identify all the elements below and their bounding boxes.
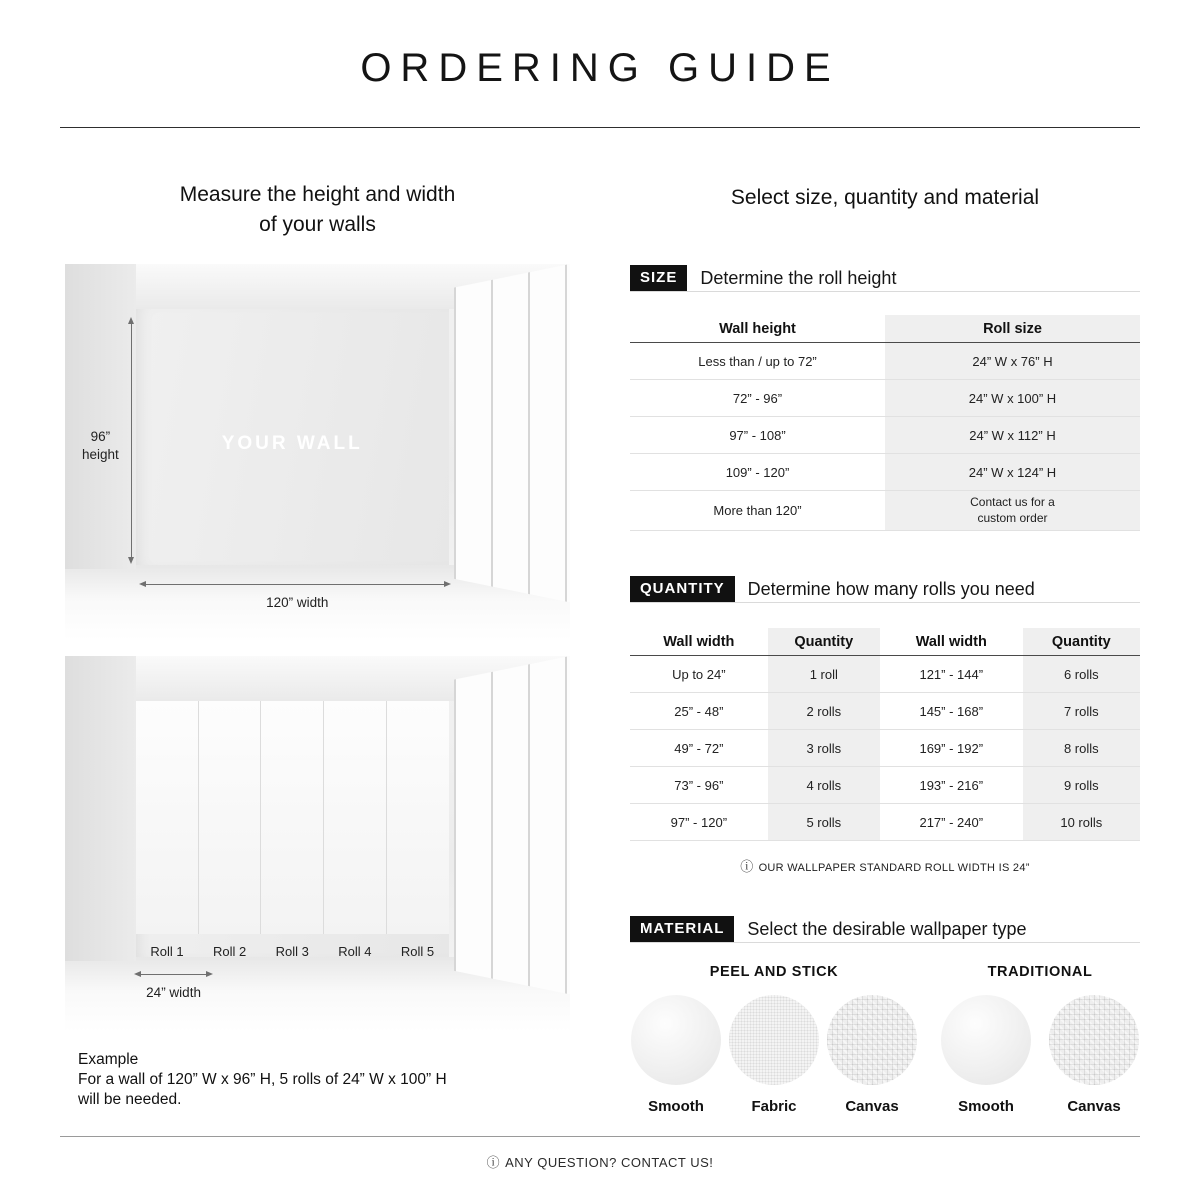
swatch-item (940, 995, 1032, 1115)
size-badge: SIZE (630, 265, 687, 291)
roll-labels-row (136, 944, 449, 959)
info-icon: ⓘ (740, 859, 754, 874)
wall-height-cell: 97” - 108” (729, 427, 786, 443)
roll-panel (386, 701, 449, 934)
width-dimension-label: 120” width (266, 594, 329, 610)
swatch-item (826, 995, 918, 1115)
size-table-row (630, 343, 1140, 380)
material-section-header (630, 916, 1140, 943)
title-divider (60, 127, 1140, 128)
quantity-table-row (630, 693, 1140, 730)
contact-note: ANY QUESTION? CONTACT US! (505, 1155, 714, 1170)
size-table-row (630, 380, 1140, 417)
standard-roll-width-text: OUR WALLPAPER STANDARD ROLL WIDTH IS 24” (758, 862, 1030, 874)
size-table-row (630, 454, 1140, 491)
traditional-group (940, 964, 1140, 1115)
roll-label: Roll 1 (150, 943, 184, 959)
size-table-header-row (630, 315, 1140, 343)
height-word: height (81, 446, 119, 462)
size-section-header (630, 265, 1140, 292)
select-heading: Select size, quantity and material (730, 186, 1040, 209)
measure-heading-line2: of your walls (259, 213, 376, 237)
quantity-badge: QUANTITY (630, 576, 735, 602)
wall-width-cell: Up to 24” (672, 666, 726, 682)
page-title: ORDERING GUIDE (360, 46, 840, 90)
quantity-table-row (630, 767, 1140, 804)
room-window (454, 264, 570, 602)
quantity-cell: 9 rolls (1023, 767, 1140, 803)
quantity-cell: 7 rolls (1023, 693, 1140, 729)
material-section (630, 916, 1140, 1115)
roll-size-cell: 24” W x 124” H (885, 454, 1140, 490)
peel-and-stick-swatches (630, 995, 918, 1115)
quantity-column-header: Quantity (1023, 628, 1140, 655)
canvas-texture-swatch (827, 995, 917, 1085)
quantity-section (630, 576, 1140, 875)
room-left-wall (65, 656, 136, 961)
roll-size-cell: 24” W x 76” H (885, 343, 1140, 379)
roll-panel (260, 701, 323, 934)
roll-label: Roll 3 (275, 943, 309, 959)
roll-panel (198, 701, 261, 934)
size-table-row (630, 491, 1140, 531)
wall-width-cell: 97” - 120” (670, 814, 728, 830)
swatch-label: Smooth (648, 1098, 704, 1115)
quantity-column-header: Quantity (768, 628, 880, 655)
material-groups (630, 964, 1140, 1115)
example-title: Example (78, 1051, 139, 1068)
swatch-item (1048, 995, 1140, 1115)
material-section-title: Select the desirable wallpaper type (747, 918, 1027, 939)
roll-size-cell: 24” W x 100” H (885, 380, 1140, 416)
wall-width-cell: 49” - 72” (674, 740, 724, 756)
wall-width-cell: 145” - 168” (919, 703, 984, 719)
your-wall-label: YOUR WALL (221, 433, 363, 455)
wall-width-cell: 73” - 96” (674, 777, 724, 793)
roll-size-column-header: Roll size (885, 315, 1140, 342)
canvas-texture-swatch (1049, 995, 1139, 1085)
wall-height-cell: 72” - 96” (732, 390, 783, 406)
quantity-cell: 10 rolls (1023, 804, 1140, 840)
quantity-cell: 1 roll (768, 656, 880, 692)
standard-roll-width-note (630, 856, 1140, 875)
swatch-label: Canvas (845, 1098, 899, 1115)
quantity-table-row (630, 804, 1140, 841)
wall-width-cell: 169” - 192” (919, 740, 984, 756)
swatch-label: Fabric (751, 1098, 797, 1115)
swatch-label: Canvas (1067, 1098, 1121, 1115)
roll-panel (136, 701, 198, 934)
traditional-title: TRADITIONAL (987, 964, 1093, 980)
roll-panel (323, 701, 386, 934)
wall-height-column-header: Wall height (719, 320, 796, 337)
example-line1: For a wall of 120” W x 96” H, 5 rolls of 24” W x 100” H (78, 1071, 447, 1089)
size-section-title: Determine the roll height (700, 267, 897, 288)
room-window (454, 656, 570, 994)
wall-width-cell: 25” - 48” (674, 703, 724, 719)
quantity-table-header-row (630, 628, 1140, 656)
wall-width-cell: 193” - 216” (919, 777, 984, 793)
quantity-table-row (630, 656, 1140, 693)
roll-label: Roll 5 (400, 943, 435, 959)
fabric-texture-swatch (729, 995, 819, 1085)
roll-size-cell: 24” W x 112” H (885, 417, 1140, 453)
height-dimension-line (131, 324, 132, 557)
swatch-label: Smooth (958, 1098, 1014, 1115)
measure-heading-line1: Measure the height and width (179, 183, 456, 206)
quantity-cell: 4 rolls (768, 767, 880, 803)
quantity-section-header (630, 576, 1140, 603)
size-section (630, 265, 1140, 531)
room-illustration-measure (65, 264, 570, 640)
size-table (630, 315, 1140, 531)
roll-size-cell: Contact us for a custom order (885, 491, 1140, 530)
wallpaper-roll-panels (136, 701, 449, 934)
quantity-table (630, 628, 1140, 841)
quantity-cell: 6 rolls (1023, 656, 1140, 692)
measure-heading (65, 180, 570, 241)
height-dimension-label (70, 428, 131, 464)
roll-label: Roll 4 (338, 943, 372, 959)
quantity-cell: 2 rolls (768, 693, 880, 729)
smooth-texture-swatch (631, 995, 721, 1085)
roll-width-dimension-line (141, 974, 207, 975)
example-line2: will be needed. (78, 1091, 182, 1109)
footer (60, 1136, 1140, 1171)
traditional-swatches (940, 995, 1140, 1115)
wall-width-cell: 121” - 144” (919, 666, 984, 682)
quantity-section-title: Determine how many rolls you need (747, 578, 1035, 599)
peel-and-stick-title: PEEL AND STICK (709, 964, 839, 980)
wall-width-column-header: Wall width (915, 633, 987, 650)
swatch-item (728, 995, 820, 1115)
roll-label: Roll 2 (213, 943, 247, 959)
wall-width-column-header: Wall width (663, 633, 735, 650)
height-value: 96” (90, 428, 111, 444)
swatch-item (630, 995, 722, 1115)
size-table-row (630, 417, 1140, 454)
quantity-table-row (630, 730, 1140, 767)
wall-width-cell: 217” - 240” (919, 814, 984, 830)
peel-and-stick-group (630, 964, 918, 1115)
wall-height-cell: More than 120” (713, 503, 802, 519)
roll-width-dimension-label: 24” width (146, 985, 201, 1000)
smooth-texture-swatch (941, 995, 1031, 1085)
quantity-cell: 8 rolls (1023, 730, 1140, 766)
wall-height-cell: Less than / up to 72” (698, 353, 817, 369)
quantity-cell: 5 rolls (768, 804, 880, 840)
room-illustration-rolls (65, 656, 570, 1032)
example-text (78, 1050, 570, 1110)
quantity-cell: 3 rolls (768, 730, 880, 766)
material-badge: MATERIAL (630, 916, 734, 942)
room-left-wall (65, 264, 136, 569)
wall-height-cell: 109” - 120” (725, 464, 790, 480)
info-icon: ⓘ (486, 1155, 501, 1170)
width-dimension-line (146, 584, 444, 585)
